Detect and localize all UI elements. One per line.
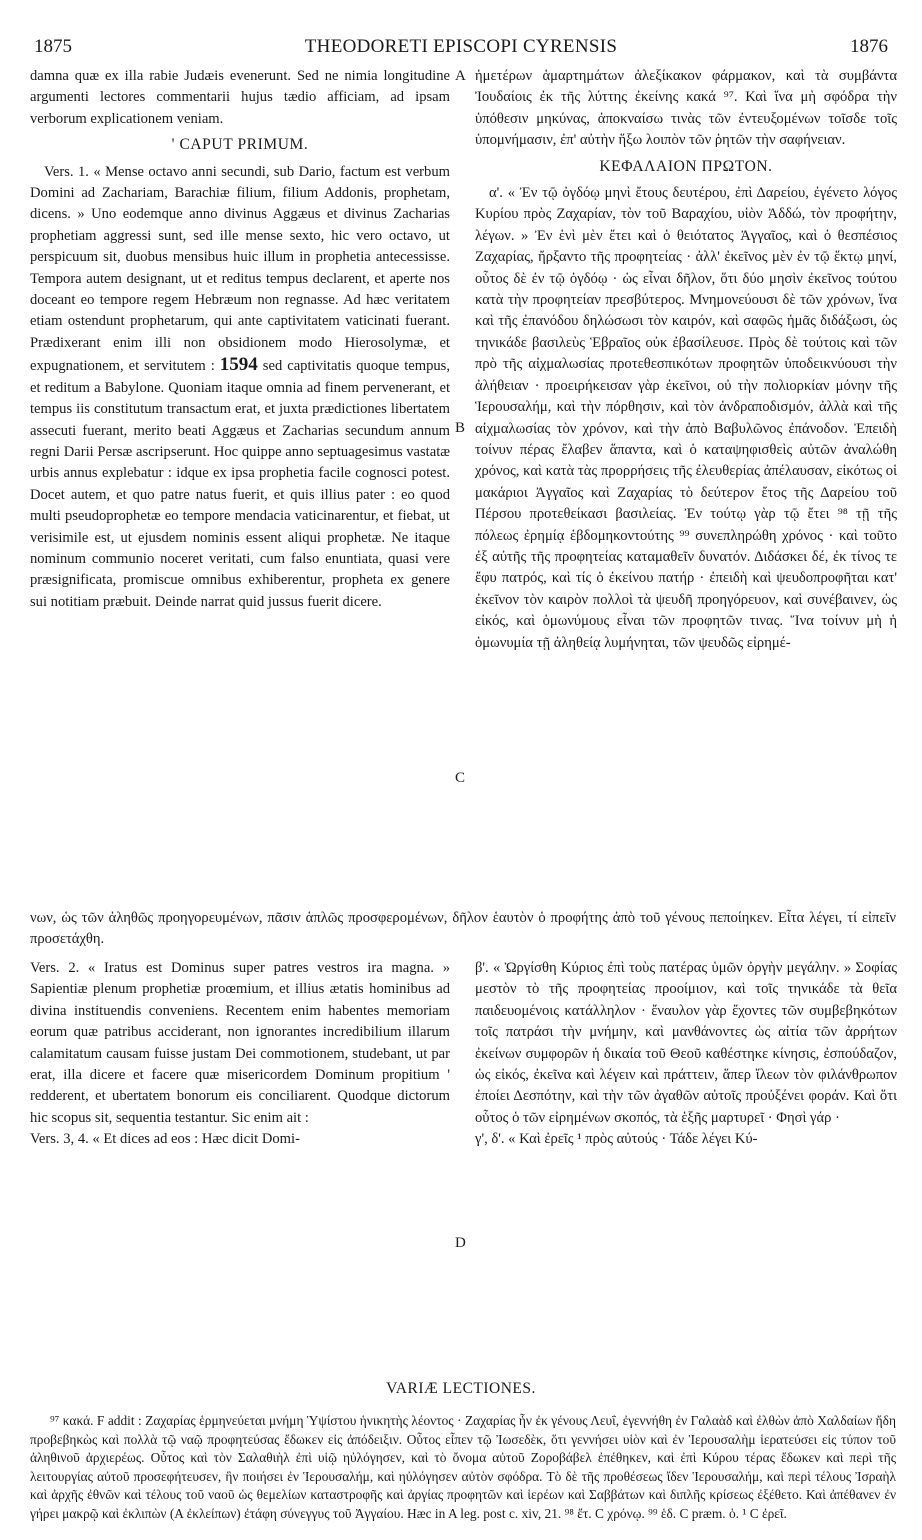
greek-column bbox=[475, 66, 897, 654]
page-number-left: 1875 bbox=[34, 36, 72, 57]
latin-verse-3-paragraph: Vers. 3, 4. « Et dices ad eos : Hæc dicit Domi- bbox=[30, 1131, 300, 1148]
latin-verse-2-paragraph: Vers. 2. « Iratus est Dominus super patres vestros ira magna. » Sapientiæ plenum prophetiæ proœmium, et illius ætatis hominibus ad divina instituendis conveniens. Recentem enim habentes memoriam eorum quæ patribus acciderant, non ignorantes incredibilium illarum calamitatum causam fuisse justam Dei commotionem, studebant, ut par erat, illa dicere et facere quæ misericordem Dominum propitium ' redderent, et ubertatem bonorum eis conciliarent. Quodque dictorum hic scopus sit, sequentia testantur. Sic enim ait : bbox=[30, 960, 450, 1126]
variae-lectiones-heading: VARIÆ LECTIONES. bbox=[386, 1380, 536, 1397]
variae-lectiones-notes bbox=[30, 1412, 896, 1524]
greek-column-lower bbox=[475, 958, 897, 1151]
greek-verse-1-paragraph: α'. « Ἐν τῷ ὀγδόῳ μηνὶ ἔτους δευτέρου, ἐπὶ Δαρείου, ἐγένετο λόγος Κυρίου πρὸς Ζαχαρίαν, τὸν τοῦ Βαραχίου, υἱὸν Ἀδδώ, τὸν προφήτην, λέγων. » Ἐν ἑνὶ μὲν ἔτει καὶ ὁ θειότατος Ἀγγαῖος, καὶ ὁ θεσπέσιος Ζαχαρίας, ἤρξαντο τῆς προφητείας · ἀλλ' ἐκεῖνος μὲν ἐν τῷ ἕκτῳ μηνί, οὗτος δὲ ἐν τῷ ὀγδόῳ · ὡς εἶναι δῆλον, ὅτι δύο μησὶν ἐκεῖνος τούτου κατὰ τὴν προφητείαν πρεσβύτερος. Μνημονεύουσι δὲ τῶν χρόνων, ἵνα καὶ τῆς ἐπανόδου δηλώσωσι τὸν καιρόν, καὶ σαφῶς ἡμᾶς διδάξωσι, ὡς τηνικάδε βασιλεὺς Ἑβραῖος οὐκ ἐβασίλευσε. Πρὸς δὲ τούτοις καὶ τῶν πρὸ τῆς αἰχμαλωσίας προτεθεσπικότων προφητῶν ὑποδεικνύουσι τὴν ἀλήθειαν · προειρήκεισαν γὰρ ἐκεῖνοι, οὐ τὴν πολιορκίαν μόνην τῆς Ἱερουσαλήμ, καὶ τὴν πόρθησιν, καὶ τὸν ἀνδραποδισμόν, ἀλλὰ καὶ τῆς αἰχμαλωσίας τὸν χρόνον, καὶ τὴν ἀπὸ Βαβυλῶνος ἐπάνοδον. Ἐπειδὴ τοίνυν πέρας ἔλαβεν ἅπαντα, καὶ ὁ καταψηφισθεὶς αὐτῶν ἀναλώθη χρόνος, καὶ κατὰ τὰς προρρήσεις τῆς ἐλευθερίας ἀπέλαυσαν, εἰκότως οἱ μακάριοι Ἀγγαῖος καὶ Ζαχαρίας τὸ δεύτερον ἔτος τῆς Δαρείου τοῦ Πέρσου προτεθείκασι βασιλείας. Ἐν τούτῳ γὰρ τῷ ἔτει ⁹⁸ τῇ τῆς πόλεως ἐρημίᾳ ἑβδομηκοντούτης ⁹⁹ συνεπληρώθη χρόνος · καὶ τοῦτο ἐξ αὐτῆς τῆς προφητείας καταμαθεῖν δυνατόν. Διδάσκει δέ, ἐκ τίνος τε ἔφυ πατρός, καὶ τίς ὁ ἐκείνου πατήρ · ἐπειδὴ καὶ ψευδοπροφῆται κατ' ἐκεῖνον τὸν καιρὸν πολλοὶ τὰ ψευδῆ προηγόρευον, καὶ συνέβαινεν, ὡς εἰκός, καὶ ὁμωνύμους εἶναι τῶν προφητῶν τινας. Ἵνα τοίνυν μὴ ἡ ὁμωνυμία τῇ ἀληθείᾳ λυμήνηται, τῶν ψευδῶς εἰρημέ- bbox=[475, 185, 897, 651]
latin-verse-1-text-b: sed captivitatis quoque tempus, et reditum a Babylone. Quoniam itaque omnia ad finem pervenerant, et tempus iis constitutum transactum erat, et juxta prædictiones libertatem assecuti fuerant, merito beati Aggæus et Zacharias secundum annum regni Darii Persæ ascripserunt. Hoc quippe anno septuagesimus vastatæ urbis annus explebatur : idque ex ipsa prophetia facile cognosci potest. Docet autem, et quo patre natus fuerit, et quis illius pater : eo quod multi pseudoprophetæ eo tempore mendacia vaticinarentur, et fiebat, ut verisimile est, ut ejusdem nominis essent aliqui prophetæ. Ne itaque nominum communio noceret veritati, cum falso enuntiata, quasi vere præsignificata, promiscue omnibus exhiberentur, propheta ex genere sui notitiam præbuit. Deinde narrat quid jussus fuerit dicere. bbox=[30, 358, 450, 610]
latin-chapter-heading: ' CAPUT PRIMUM. bbox=[171, 136, 309, 154]
greek-chapter-heading: ΚΕΦΑΛΑΙΟΝ ΠΡΩΤΟΝ. bbox=[599, 157, 773, 175]
variae-lectiones-text: ⁹⁷ κακά. F addit : Ζαχαρίας ἑρμηνεύεται μνήμη Ὑψίστου ἡνικητὴς λέοντος · Ζαχαρίας ἦν ἐκ γένους Λευΐ, ἐγεννήθη ἐν Γαλαὰδ καὶ ἐλθὼν ἀπὸ Χαλδαίων ἤδη προβεβηκὼς καὶ πολλὰ τῷ ναῷ προφητεύσας ἔδωκεν εἰς ἀπόδειξιν. Οὗτος εἶπεν τῷ Ἰωσεδὲκ, ὅτι γεννήσει υἱὸν καὶ ἐν Ἱερουσαλὴμ ἱερατεύσει εἰς τύπον τοῦ ἀληθινοῦ ἀρχιερέως. Οὗτος καὶ τὸν Σαλαθιὴλ ἐπὶ υἱῷ ηὐλόγησεν, καὶ τὸ ὄνομα αὐτοῦ Ζοροβάβελ ἐπέθηκεν, καὶ ἐπὶ Κύρου τέρας ἔδωκεν καὶ περὶ τῆς λειτουργίας αὐτοῦ προσεφήτευσεν, ἣν ποιήσει ἐν Ἱερουσαλήμ, καὶ ηὐλόγησεν αὐτὸν σφόδρα. Τὸ δὲ τῆς προθέσεως ἴδεν Ἱερουσαλήμ, καὶ περὶ τέλους Ἰσραὴλ καὶ ἀρχῆς ἐθνῶν καὶ τέλους τοῦ ναοῦ ὡς θεμελίων καταστροφῆς καὶ ἀργίας προφητῶν καὶ ἱερέων καὶ Σαββάτων καὶ διπλῆς κρίσεως ἐξέθετο. Καὶ ἀπέθανεν ἐν γήρει μακρῷ καὶ ἐκλιπὼν (A ἐκλείπων) ἐτάφη σύνεγγυς τοῦ Ἀγγαίου. Hæc in A leg. post c. xiv, 21. ⁹⁸ ἔτ. C χρόνῳ. ⁹⁹ ἑδ. C præm. ὁ. ¹ C ἐρεῖ. bbox=[30, 1413, 896, 1521]
latin-verse-1-paragraph bbox=[30, 162, 450, 614]
spanning-greek-line: νων, ὡς τῶν ἀληθῶς προηγορευμένων, πᾶσιν ἁπλῶς προσφερομένων, δῆλον ἑαυτὸν ὁ προφήτης ἀπὸ τοῦ γένους πεποίηκεν. Εἶτα λέγει, τί εἰπεῖν προσετάχθη. bbox=[30, 910, 896, 948]
greek-intro-paragraph: ἡμετέρων ἁμαρτημάτων ἀλεξίκακον φάρμακον, καὶ τὰ συμβάντα Ἰουδαίοις ἐκ τῆς λύττης ἐκείνης κακά ⁹⁷. Καὶ ἵνα μὴ σφόδρα τὴν ὑπόθεσιν μηκύνας, ἀποκναίσω τινὰς τῶν ἐντευξομένων τοῖσδε τοῖς ὑπομνήμασιν, ἐπ' αὐτὴν ἥξω λοιπὸν τῶν ῥητῶν τὴν σαφήνειαν. bbox=[475, 68, 897, 149]
latin-column-lower bbox=[30, 958, 450, 1151]
running-header bbox=[34, 36, 888, 62]
latin-verse-1-text-a: Vers. 1. « Mense octavo anni secundi, sub Dario, factum est verbum Domini ad Zachariam, Barachiæ filium, filium Addonis, prophetam, dicens. » Uno eodemque anno divinus Aggæus et divinus Zacharias prophetiam aggressi sunt, sed ille mense sexto, hic vero octavo, ut perspicuum sit, duobus mensibus huic illum in prophetia antecessisse. Tempora autem designant, ut et reditus tempus declarent, et aperte nos doceant eo tempore regem Hebræum non regnasse. Ad hæc veritatem etiam ostendunt prophetarum, qui ante captivitatem vaticinati fuerant. Prædixerant enim illi non obsidionem modo Hierosolymæ, et expugnationem, et servitutem : bbox=[30, 163, 450, 375]
page-number-right: 1876 bbox=[850, 36, 888, 57]
margin-letter-d: D bbox=[455, 1235, 466, 1251]
margin-letter-c: C bbox=[455, 770, 466, 786]
latin-column bbox=[30, 66, 450, 613]
running-title: THEODORETI EPISCOPI CYRENSIS bbox=[304, 36, 618, 57]
margin-letter-b: B bbox=[455, 420, 466, 436]
greek-verse-3-paragraph: γ', δ'. « Καὶ ἐρεῖς ¹ πρὸς αὐτούς · Τάδε λέγει Κύ- bbox=[475, 1131, 758, 1148]
greek-verse-2-paragraph: β'. « Ὠργίσθη Κύριος ἐπὶ τοὺς πατέρας ὑμῶν ὀργὴν μεγάλην. » Σοφίας μεστὸν τὸ τῆς προφητείας προοίμιον, καὶ τοῖς τηνικάδε τὰ θεῖα παιδευομένοις κατάλληλον · ἔναυλον γὰρ ἔχοντες τῶν συμβεβηκότων τοῖς πατράσι τὴν μνήμην, καὶ μανθάνοντες ὡς αἰτία τῶν ἀρρήτων ἐκείνων συμφορῶν ἡ δικαία τοῦ Θεοῦ καθέστηκε κίνησις, ἐσπούδαζον, ὡς εἰκός, ἐκεῖνα καὶ λέγειν καὶ πράττειν, ἅπερ ἵλεων τὸν φιλάνθρωπον ἐποίει Δεσπότην, καὶ τὴν τῶν ἀγαθῶν αὐτοῖς προὐξένει φοράν. Καὶ ὅτι οὗτος ὁ τῶν εἰρημένων σκοπός, τὰ ἑξῆς μαρτυρεῖ · Φησὶ γάρ · bbox=[475, 960, 897, 1126]
latin-intro-paragraph: damna quæ ex illa rabie Judæis evenerunt. Sed ne nimia longitudine argumenti lectores commentarii hujus tædio afficiam, ad ipsam verborum explicationem veniam. bbox=[30, 68, 450, 127]
margin-letter-a: A bbox=[455, 68, 466, 84]
column-number: 1594 bbox=[219, 354, 258, 376]
